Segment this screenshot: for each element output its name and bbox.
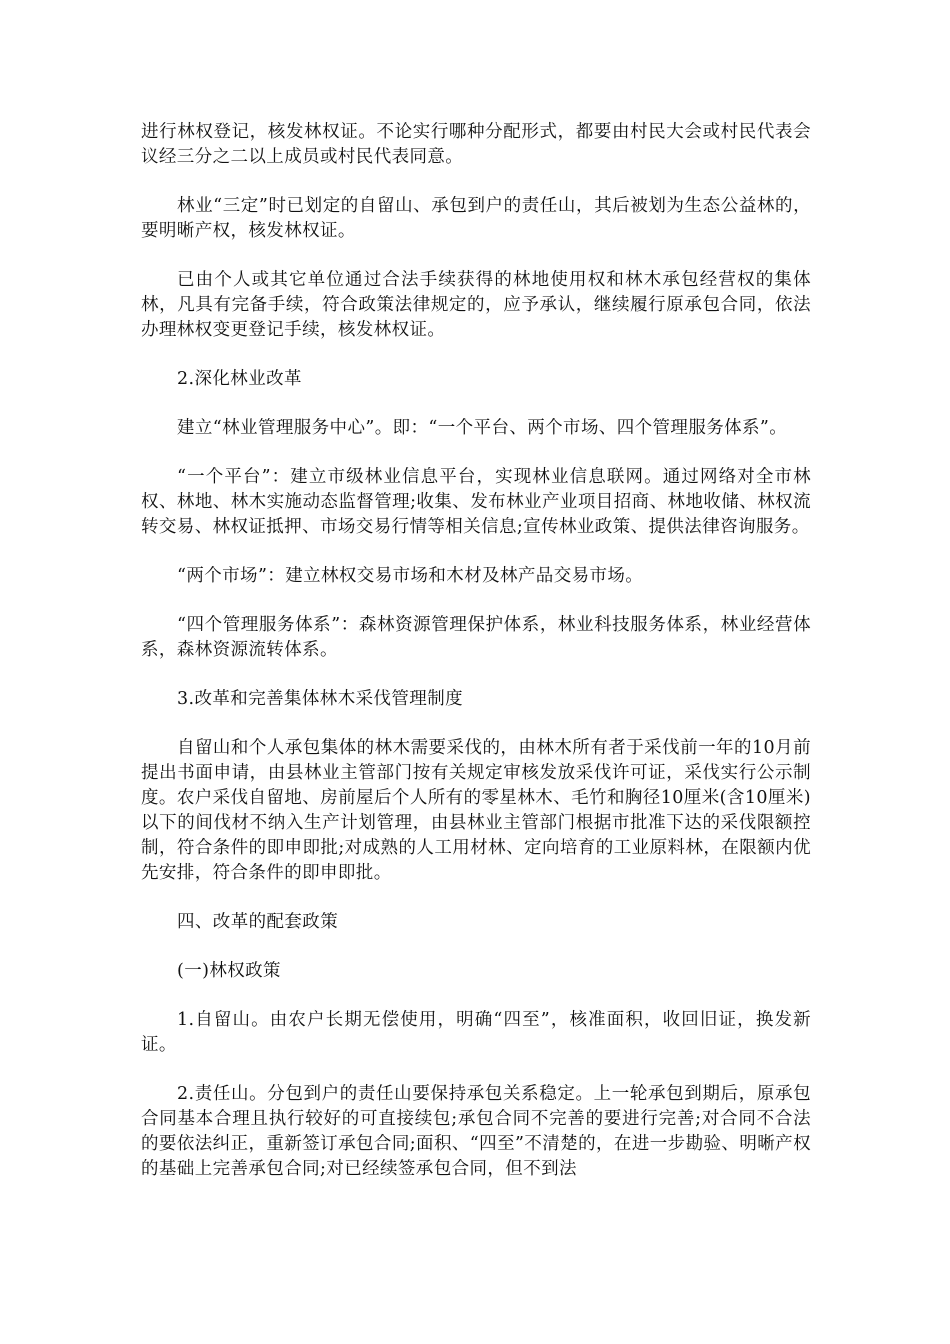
paragraph: 林业“三定”时已划定的自留山、承包到户的责任山，其后被划为生态公益林的，要明晰产权，核发林权证。 (141, 196, 811, 241)
paragraph: “一个平台”：建立市级林业信息平台，实现林业信息联网。通过网络对全市林权、林地、林木实施动态监督管理;收集、发布林业产业项目招商、林地收储、林权流转交易、林权证抵押、市场交易行情等相关信息;宣传林业政策、提供法律咨询服务。 (141, 467, 811, 537)
paragraph: “四个管理服务体系”：森林资源管理保护体系，林业科技服务体系，林业经营体系，森林资源流转体系。 (141, 615, 811, 660)
paragraph: 已由个人或其它单位通过合法手续获得的林地使用权和林木承包经营权的集体林，凡具有完备手续，符合政策法律规定的，应予承认，继续履行原承包合同，依法办理林权变更登记手续，核发林权证。 (141, 270, 811, 340)
paragraph: 建立“林业管理服务中心”。即：“一个平台、两个市场、四个管理服务体系”。 (177, 418, 788, 438)
paragraph: 1.自留山。由农户长期无偿使用，明确“四至”，核准面积，收回旧证，换发新证。 (141, 1010, 811, 1055)
section-heading: (一)林权政策 (177, 961, 281, 981)
document-body (141, 120, 811, 1206)
section-heading: 四、改革的配套政策 (177, 912, 339, 932)
section-heading: 2.深化林业改革 (177, 369, 302, 389)
paragraph: “两个市场”：建立林权交易市场和木材及林产品交易市场。 (177, 566, 644, 586)
paragraph: 进行林权登记，核发林权证。不论实行哪种分配形式，都要由村民大会或村民代表会议经三分之二以上成员或村民代表同意。 (141, 122, 811, 167)
section-heading: 3.改革和完善集体林木采伐管理制度 (177, 689, 463, 709)
paragraph: 自留山和个人承包集体的林木需要采伐的，由林木所有者于采伐前一年的10月前提出书面申请，由县林业主管部门按有关规定审核发放采伐许可证，采伐实行公示制度。农户采伐自留地、房前屋后个人所有的零星林木、毛竹和胸径10厘米(含10厘米)以下的间伐材不纳入生产计划管理，由县林业主管部门根据市批准下达的采伐限额控制，符合条件的即申即批;对成熟的人工用材林、定向培育的工业原料林，在限额内优先安排，符合条件的即申即批。 (141, 738, 811, 883)
paragraph: 2.责任山。分包到户的责任山要保持承包关系稳定。上一轮承包到期后，原承包合同基本合理且执行较好的可直接续包;承包合同不完善的要进行完善;对合同不合法的要依法纠正，重新签订承包合同;面积、“四至”不清楚的，在进一步勘验、明晰产权的基础上完善承包合同;对已经续签承包合同，但不到法 (141, 1084, 811, 1179)
